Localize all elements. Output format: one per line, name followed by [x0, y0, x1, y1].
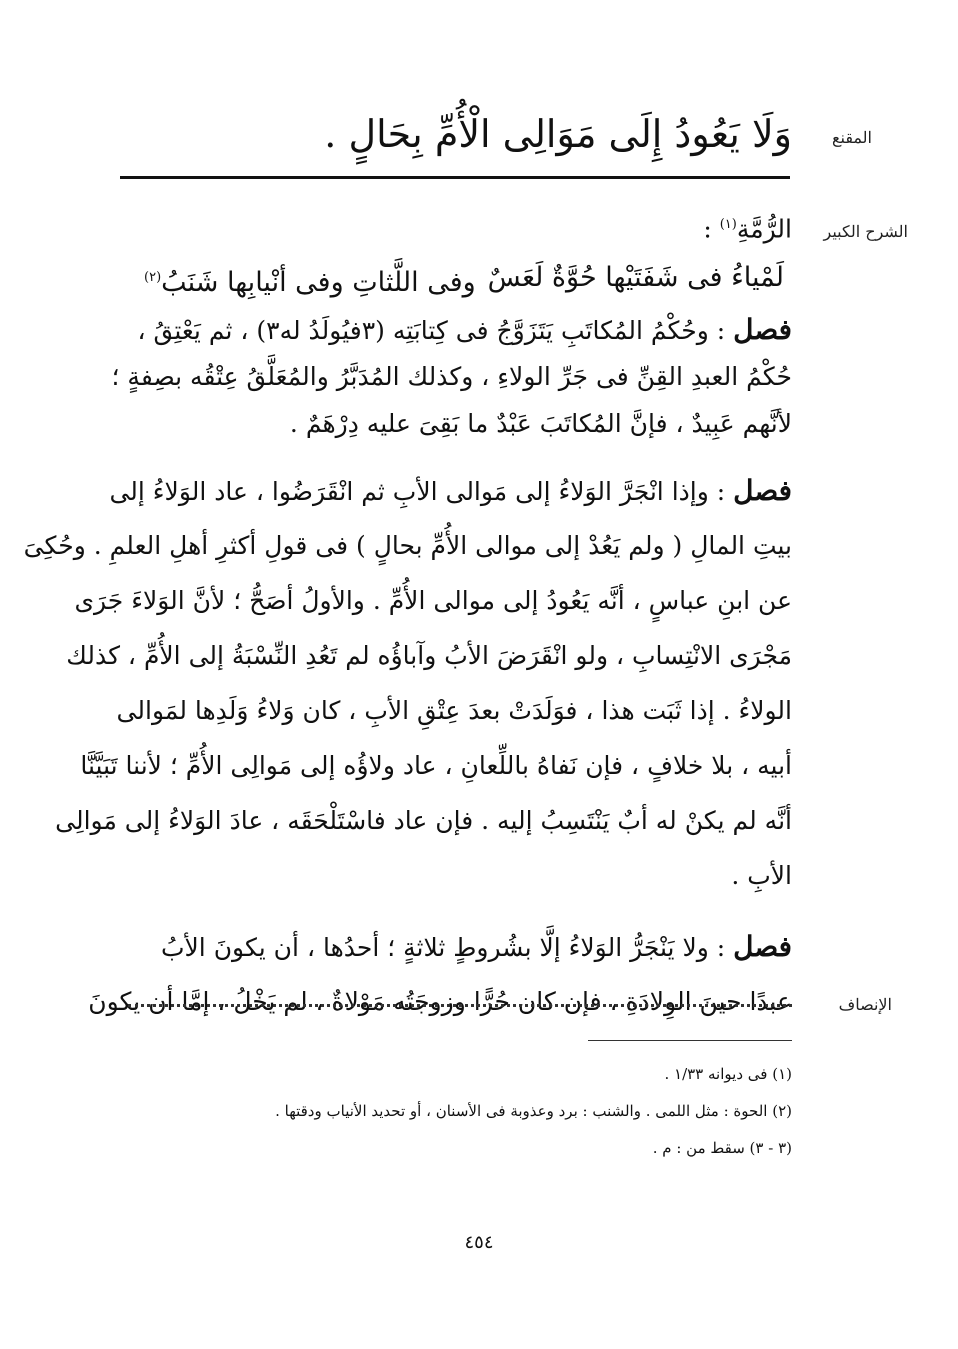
section-divider — [120, 176, 790, 179]
text-line: أنَّه لم يكنْ له أبٌ يَنْتَسِبُ إليه . فإن عاد فاسْتَلْحَقَه ، عادَ الوَلاءُ إلى مَوالِى — [55, 806, 792, 835]
footnote-divider — [588, 1040, 792, 1041]
paragraph — [111, 306, 792, 447]
verse-second-half: وفى اللَّثاتِ وفى أنْيابِها شَنَبُ — [161, 267, 476, 298]
text-line: حُكْمُ العبدِ القِنِّ فى جَرِّ الولاءِ ، وكذلك المُدَبَّرُ والمُعَلَّقُ عِتْقُه بصِفةٍ ؛ — [111, 362, 792, 391]
paragraph — [88, 919, 792, 1029]
text-line: فصل : ولا يَنْجَرُّ الوَلاءُ إلَّا بشُروطٍ ثلاثةٍ ؛ أحدُها ، أن يكونَ الأبُ — [161, 930, 792, 963]
text-line: الأبِ . — [731, 861, 792, 890]
paragraph — [23, 463, 792, 903]
footnotes — [152, 1056, 792, 1167]
footnote-marker: (٢) — [144, 270, 162, 285]
text-line: فصل : وإذا انْجَرَّ الوَلاءُ إلى مَوالى الأبِ ثم انْقَرَضُوا ، عاد الوَلاءُ إلى — [109, 474, 792, 507]
footnote-marker: (١) — [719, 217, 737, 232]
verse-first-half: لَمْياءُ فى شَفَتَيْها حُوَّةٌ لَعَسٌ — [487, 262, 784, 293]
text-line: الولاءُ . إذا ثَبَت هذا ، فوَلَدَتْ بعدَ عِتْقِ الأبِ ، كان وَلاءُ وَلَدِها لمَوالى — [116, 696, 792, 725]
page-number: ٤٥٤ — [464, 1232, 494, 1253]
text-line: عبدًا حينَ الوِلادَةِ ، فإن كان حُرًّا وزوجَتُه مَوْلاةٌ ، لم يَخْلُ ، إمَّا أن يكونَ — [88, 987, 792, 1016]
footnote: (٣ - ٣) سقط من : م . — [652, 1139, 792, 1157]
text-line: مَجْرَى الانْتِسابِ ، ولو انْقَرَضَ الأبُ وآباؤُه لم تَعُدِ النِّسْبَةُ إلى الأُمِّ ، كذلك — [66, 641, 792, 670]
section-keyword: فصل — [733, 313, 792, 346]
sharh-margin-label: الشرح الكبير — [823, 222, 908, 241]
text-line: أبيه ، بلا خلافٍ ، فإن نَفاهُ باللِّعانِ ، عاد ولاؤُه إلى مَوالِى الأُمِّ ؛ لأننا تَبَيَّنَّا — [80, 751, 792, 780]
poet-line — [120, 200, 792, 250]
section-keyword: فصل — [733, 930, 792, 963]
poet-name: الرُّمَّةِ — [736, 214, 792, 244]
muqni-margin-label: المقنع — [831, 128, 872, 147]
verse-line — [120, 250, 792, 306]
insaf-margin-label: الإنصاف — [838, 995, 892, 1014]
text-line: عن ابنِ عباسٍ ، أنَّه يَعُودُ إلى موالى الأُمِّ . والأولُ أصَحُّ ؛ لأنَّ الوَلاءَ جَرَى — [74, 586, 792, 615]
commentary-body — [23, 200, 792, 1029]
muqni-text: وَلَا يَعُودُ إِلَى مَوَالِى الْأُمِّ بِحَالٍ . — [324, 112, 792, 156]
text-line: بيتِ المالِ ( ولم يَعُدْ إلى موالى الأُمِّ بحالٍ ) فى قولِ أكثرِ أهلِ العلمِ . وحُكِىَ — [23, 531, 792, 560]
footnote: (١) فى ديوانه ١/٣٣ . — [664, 1065, 792, 1083]
poet-tail: : — [703, 214, 720, 244]
text-line: فصل : وحُكْمُ المُكاتَبِ يَتَزَوَّجُ فى كِتابَتِه (٣فيُولَدُ له٣) ، ثم يَعْتِقُ ، — [137, 313, 792, 346]
text-line: لأنَّهم عَبِيدٌ ، فإنَّ المُكاتَبَ عَبْدٌ ما بَقِىَ عليه دِرْهَمٌ . — [289, 409, 792, 438]
section-keyword: فصل — [733, 474, 792, 507]
footnote: (٢) الحوة : مثل اللمى . والشنب : برد وعذوبة فى الأسنان ، أو تحديد الأنياب ودقتها . — [275, 1102, 792, 1120]
insaf-dotted-line — [128, 1004, 792, 1009]
